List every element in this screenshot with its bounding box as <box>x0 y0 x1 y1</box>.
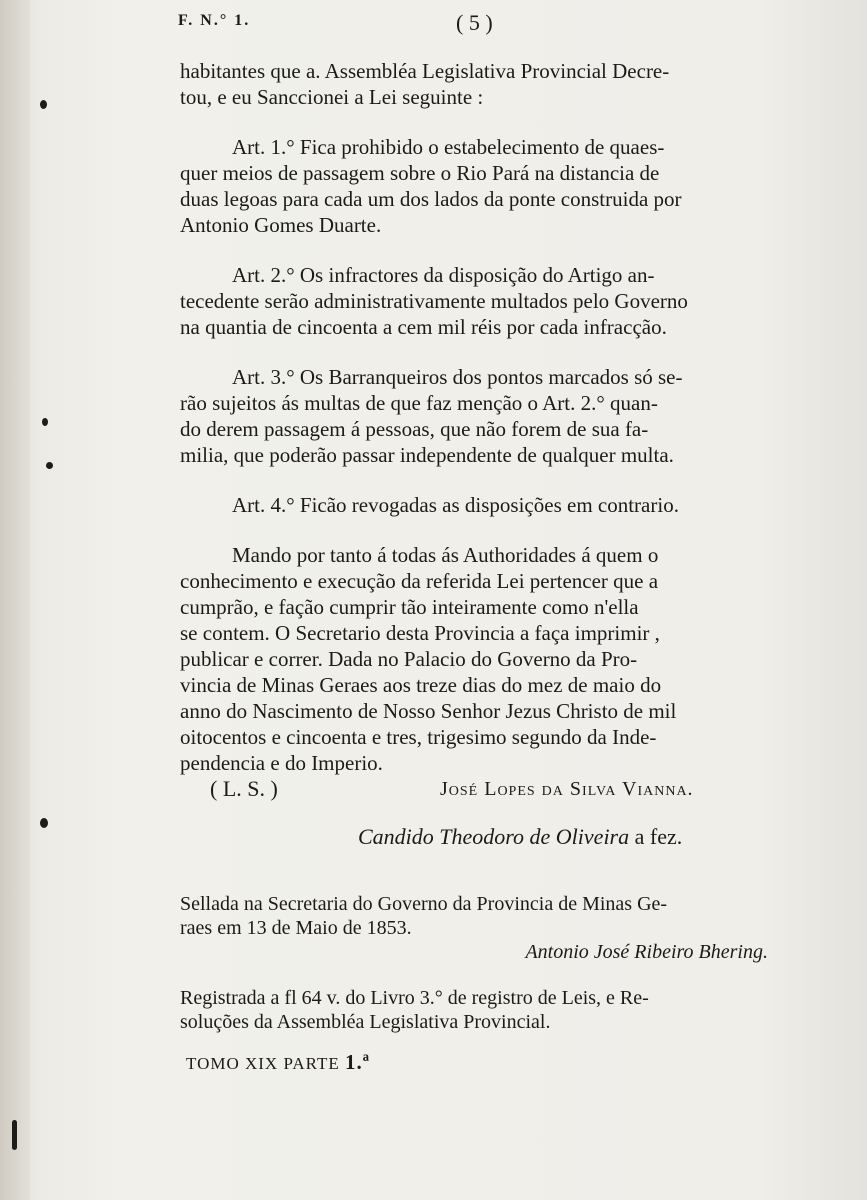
law-body <box>180 58 800 776</box>
intro-line: tou, e eu Sanccionei a Lei seguinte : <box>180 85 484 109</box>
secretary-line <box>358 824 682 850</box>
article-3-line: milia, que poderão passar independente de qualquer multa. <box>180 443 674 467</box>
volume-part: 1.ª <box>344 1050 371 1074</box>
ink-speck <box>46 462 53 469</box>
page-number: ( 5 ) <box>456 10 493 35</box>
sellada-line: Sellada na Secretaria do Governo da Provincia de Minas Ge- <box>180 893 668 915</box>
article-1-line: quer meios de passagem sobre o Rio Pará na distancia de <box>180 161 660 185</box>
ink-speck <box>40 100 47 109</box>
article-1-line: duas legoas para cada um dos lados da ponte construida por <box>180 187 682 211</box>
intro-line: habitantes que a. Assembléa Legislativa Provincial Decre- <box>180 59 670 83</box>
article-2-line: tecedente serão administrativamente multados pelo Governo <box>180 289 688 313</box>
article-2-line: Art. 2.° Os infractores da disposição do Artigo an- <box>232 263 655 287</box>
signature-mark: F. N.° 1. <box>178 12 251 29</box>
mando-line: cumprão, e fação cumprir tão inteiramente como n'ella <box>180 595 639 619</box>
mando-line: oitocentos e cincoenta e tres, trigesimo segundo da Inde- <box>180 725 657 749</box>
locus-sigilli: ( L. S. ) <box>210 776 278 801</box>
governor-name: José Lopes da Silva Vianna. <box>440 778 694 800</box>
ink-speck <box>40 818 48 828</box>
mando-line: se contem. O Secretario desta Provincia a faça imprimir , <box>180 621 660 645</box>
secretary-name: Candido Theodoro de Oliveira <box>358 824 630 849</box>
ink-speck <box>42 418 48 426</box>
seal-row <box>210 776 800 804</box>
volume-label: TOMO XIX PARTE <box>186 1054 340 1073</box>
page-binding-edge <box>0 0 30 1200</box>
mando-line: publicar e correr. Dada no Palacio do Governo da Pro- <box>180 647 638 671</box>
registrada-line: Registrada a fl 64 v. do Livro 3.° de registro de Leis, e Re- <box>180 987 649 1009</box>
article-1-line: Art. 1.° Fica prohibido o estabelecimento de quaes- <box>232 135 665 159</box>
registrada-block <box>180 986 800 1034</box>
sellada-signature: Antonio José Ribeiro Bhering. <box>525 941 768 963</box>
volume-footer <box>186 1050 370 1075</box>
page-header <box>0 8 867 38</box>
article-1-line: Antonio Gomes Duarte. <box>180 213 382 237</box>
mando-line: anno do Nascimento de Nosso Senhor Jezus Christo de mil <box>180 699 677 723</box>
article-3-line: rão sujeitos ás multas de que faz menção o Art. 2.° quan- <box>180 391 658 415</box>
sellada-line: raes em 13 de Maio de 1853. <box>180 917 412 939</box>
mando-line: conhecimento e execução da referida Lei pertencer que a <box>180 569 659 593</box>
registrada-line: soluções da Assembléa Legislativa Provincial. <box>180 1011 551 1033</box>
article-4-line: Art. 4.° Ficão revogadas as disposições em contrario. <box>232 493 679 517</box>
ink-speck <box>12 1120 17 1150</box>
mando-line: Mando por tanto á todas ás Authoridades á quem o <box>232 543 659 567</box>
article-3-line: do derem passagem á pessoas, que não forem de sua fa- <box>180 417 649 441</box>
sellada-block <box>180 892 800 964</box>
secretary-suffix: a fez. <box>634 824 683 849</box>
article-2-line: na quantia de cincoenta a cem mil réis por cada infracção. <box>180 315 667 339</box>
mando-line: pendencia e do Imperio. <box>180 751 383 775</box>
mando-line: vincia de Minas Geraes aos treze dias do mez de maio do <box>180 673 662 697</box>
article-3-line: Art. 3.° Os Barranqueiros dos pontos marcados só se- <box>232 365 683 389</box>
